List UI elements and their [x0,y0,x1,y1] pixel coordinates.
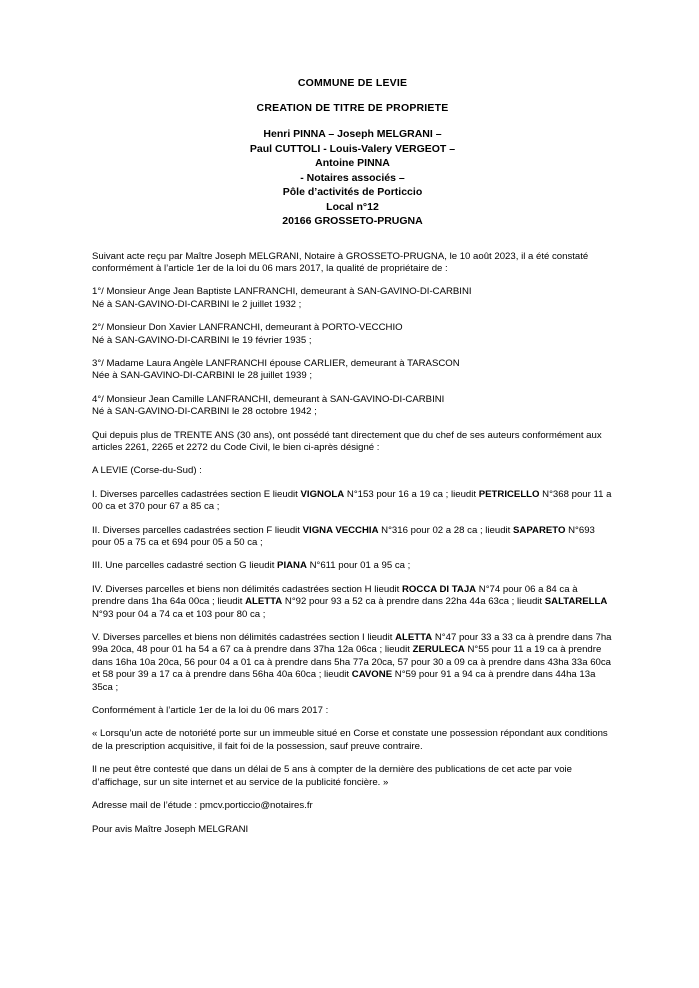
owner-entry-3 [92,358,613,383]
notary-line-6: Local n°12 [326,200,379,213]
location-line: A LEVIE (Corse-du-Sud) : [92,465,202,477]
conformity-line: Conformément à l’article 1er de la loi du 06 mars 2017 : [92,705,329,717]
document-title: CREATION DE TITRE DE PROPRIETE [256,101,449,114]
parcel-item-4: IV. Diverses parcelles et biens non délimités cadastrées section H lieudit ROCCA DI TAJA N°74 pour 06 a 84 ca à prendre dans 1ha 64a 00ca ; lieudit ALETTA N°92 pour 93 a 52 ca à prendre dans 22ha 44a 63ca ; lieudit SALTARELLA N°93 pour 04 a 74 ca et 103 pour 80 ca ; [92,583,608,620]
owner-2-line-1: 2°/ Monsieur Don Xavier LANFRANCHI, demeurant à PORTO-VECCHIO [92,322,403,334]
parcel-item-1: I. Diverses parcelles cadastrées section E lieudit VIGNOLA N°153 pour 16 a 19 ca ; lieudit PETRICELLO N°368 pour 11 a 00 ca et 370 pour 67 a 85 ca ; [92,488,612,513]
signature-line: Pour avis Maître Joseph MELGRANI [92,823,249,835]
owner-1-line-2: Né à SAN-GAVINO-DI-CARBINI le 2 juillet 1932 ; [92,298,302,310]
owner-entry-4 [92,394,613,419]
owner-3-line-1: 3°/ Madame Laura Angèle LANFRANCHI épouse CARLIER, demeurant à TARASCON [92,357,460,369]
parcel-item-5: V. Diverses parcelles et biens non délimités cadastrées section I lieudit ALETTA N°47 pour 33 a 33 ca à prendre dans 7ha 99a 20ca, 48 pour 01 ha 54 a 67 ca à prendre dans 37ha 12a 06ca ; lieudit ZERULECA N°55 pour 11 a 19 ca à prendre dans 16ha 10a 20ca, 56 pour 04 a 01 ca à prendre dans 5ha 77a 20ca, 57 pour 30 a 09 ca à prendre dans 43ha 33a 60ca et 58 pour 39 a 17 ca à prendre dans 56ha 40a 60ca ; lieudit CAVONE N°59 pour 91 a 94 ca à prendre dans 44ha 13a 35ca ; [92,632,612,693]
parcel-item-2: II. Diverses parcelles cadastrées section F lieudit VIGNA VECCHIA N°316 pour 02 a 28 ca ; lieudit SAPARETO N°693 pour 05 a 75 ca et 694 pour 05 a 50 ca ; [92,524,595,548]
owner-1-line-1: 1°/ Monsieur Ange Jean Baptiste LANFRANCHI, demeurant à SAN-GAVINO-DI-CARBINI [92,286,472,298]
owner-3-line-2: Née à SAN-GAVINO-DI-CARBINI le 28 juillet 1939 ; [92,370,313,382]
notary-line-3: Antoine PINNA [315,157,390,169]
owner-entry-1 [92,286,613,311]
possession-paragraph: Qui depuis plus de TRENTE ANS (30 ans), ont possédé tant directement que du chef de ses auteurs conformément aux articles 2261, 2265 et 2272 du Code Civil, le bien ci-après désigné : [92,429,602,453]
owner-4-line-2: Né à SAN-GAVINO-DI-CARBINI le 28 octobre 1942 ; [92,406,317,418]
notary-line-5: Pôle d’activités de Porticcio [282,186,423,198]
owner-2-line-2: Né à SAN-GAVINO-DI-CARBINI le 19 février 1935 ; [92,334,312,346]
document-header [92,78,613,113]
notary-line-7: 20166 GROSSETO-PRUGNA [282,215,423,227]
law-quote-part-2: Il ne peut être contesté que dans un délai de 5 ans à compter de la dernière des publications de cet acte par voie d’affichage, sur un site internet et au service de la publicité foncière. » [92,764,573,788]
email-line: Adresse mail de l’étude : pmcv.porticcio@notaires.fr [92,800,313,812]
notary-line-4: - Notaires associés – [300,171,405,184]
intro-paragraph: Suivant acte reçu par Maître Joseph MELGRANI, Notaire à GROSSETO-PRUGNA, le 10 août 2023, il a été constaté conformément à l’article 1er de la loi du 06 mars 2017, la qualité de propriétaire de : [92,250,589,274]
document-body [92,251,613,836]
law-quote-part-1: « Lorsqu’un acte de notoriété porte sur un immeuble situé en Corse et constate une possession répondant aux conditions de la prescription acquisitive, il fait foi de la possession, sauf preuve contraire. [92,728,608,752]
commune-title: COMMUNE DE LEVIE [297,77,408,89]
notary-line-1: Henri PINNA – Joseph MELGRANI – [263,128,442,140]
owner-entry-2 [92,322,613,347]
notary-line-2: Paul CUTTOLI - Louis-Valery VERGEOT – [249,142,456,155]
owner-4-line-1: 4°/ Monsieur Jean Camille LANFRANCHI, demeurant à SAN-GAVINO-DI-CARBINI [92,393,445,405]
notaries-block [92,127,613,229]
parcel-item-3: III. Une parcelles cadastré section G lieudit PIANA N°611 pour 01 a 95 ca ; [92,560,411,572]
